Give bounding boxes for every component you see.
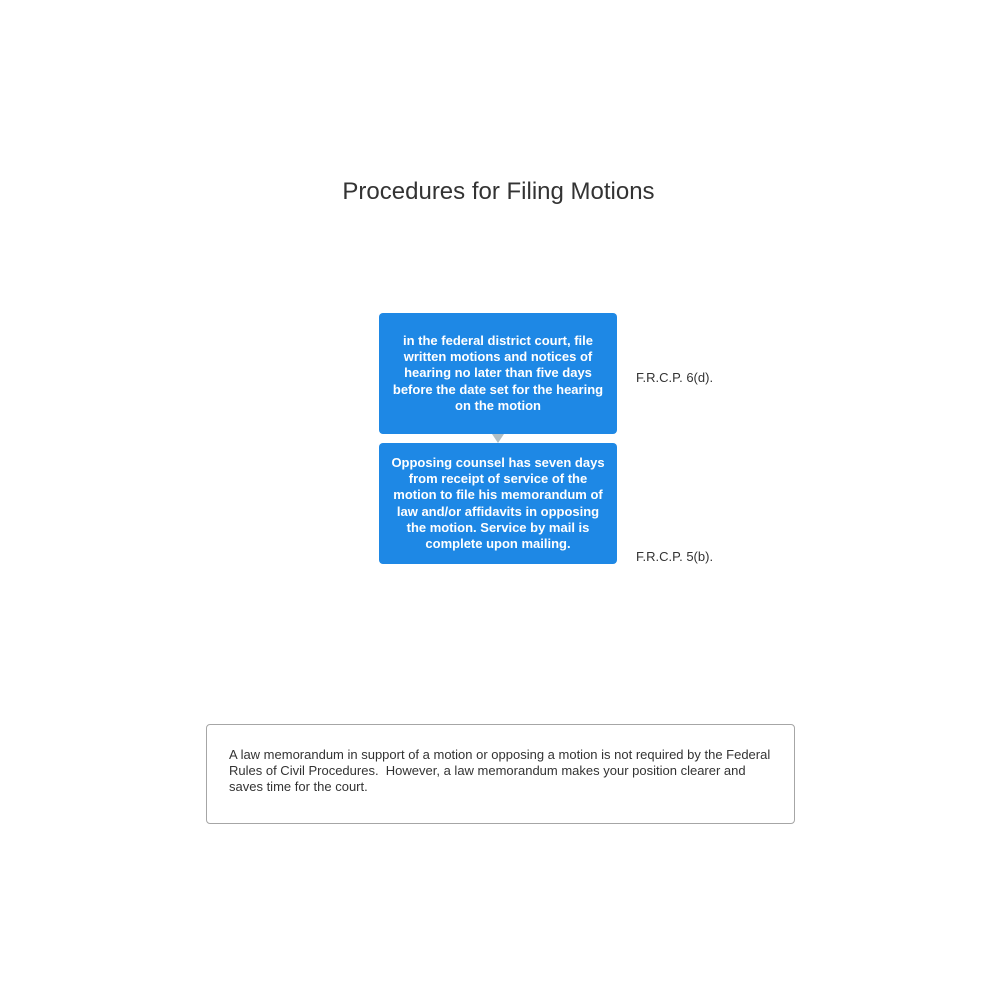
step-box-file-motions[interactable] xyxy=(379,313,617,434)
citation-frcp-5b: F.R.C.P. 5(b). xyxy=(636,549,714,564)
connector-arrow xyxy=(492,434,504,443)
step-text: Opposing counsel has seven days from receipt of service of the motion to file his memorandum of law and/or affidavits in opposing the motion. Service by mail is complete upon mailing. xyxy=(391,454,605,552)
note-box[interactable] xyxy=(206,724,795,824)
citation-frcp-6d: F.R.C.P. 6(d). xyxy=(636,370,714,385)
step-text: in the federal district court, file written motions and notices of hearing no later than five days before the date set for the hearing on the motion xyxy=(392,332,604,413)
diagram-title: Procedures for Filing Motions xyxy=(342,178,655,205)
note-text: A law memorandum in support of a motion or opposing a motion is not required by the Federal Rules of Civil Procedures. However, a law memorandum makes your position clearer and saves time for the court. xyxy=(229,747,774,794)
step-box-opposing-counsel[interactable] xyxy=(379,443,617,564)
